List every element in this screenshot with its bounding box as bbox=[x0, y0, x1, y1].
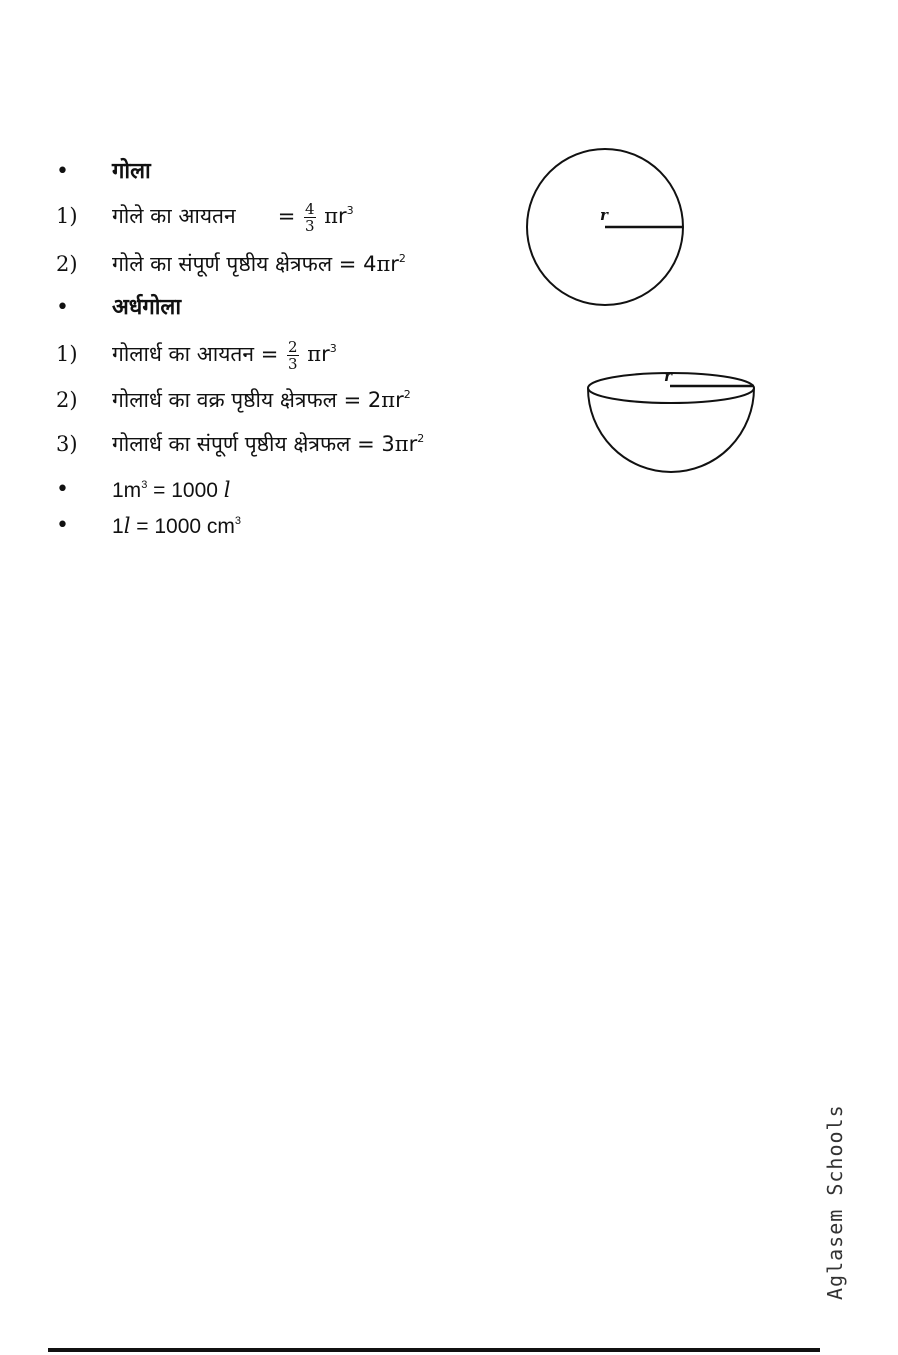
exponent: 3 bbox=[329, 342, 337, 355]
watermark: Aglasem Schools bbox=[823, 1104, 847, 1300]
formula bbox=[112, 198, 354, 234]
radius-variable: r bbox=[395, 388, 404, 412]
hemisphere-diagram bbox=[582, 362, 760, 480]
sphere-diagram bbox=[520, 144, 692, 312]
item-number: 2) bbox=[56, 252, 78, 276]
volume-unit: 1m bbox=[112, 479, 142, 502]
equals-sign: = bbox=[357, 432, 375, 456]
conversion-value: = 1000 bbox=[147, 479, 224, 502]
litre-symbol: l bbox=[223, 478, 231, 502]
formula bbox=[112, 382, 411, 418]
conversion-formula bbox=[112, 472, 231, 509]
formula-label: गोलार्ध का आयतन bbox=[112, 342, 255, 366]
fraction bbox=[287, 339, 299, 372]
conversion-value: = 1000 cm bbox=[130, 515, 235, 538]
item-number: 3) bbox=[56, 432, 78, 456]
coefficient: 4 bbox=[363, 252, 377, 276]
item-number: 2) bbox=[56, 388, 78, 412]
fraction-numerator: 2 bbox=[288, 337, 298, 356]
pi-symbol: π bbox=[376, 252, 391, 276]
exponent: 2 bbox=[417, 432, 425, 445]
coefficient: 2 bbox=[367, 388, 382, 412]
page-bottom-rule bbox=[48, 1348, 820, 1352]
formula-label: गोले का संपूर्ण पृष्ठीय क्षेत्रफल bbox=[112, 252, 333, 276]
quantity: 1 bbox=[112, 515, 124, 538]
item-number: 1) bbox=[56, 204, 78, 228]
radius-variable: r bbox=[338, 204, 347, 228]
fraction bbox=[304, 201, 316, 234]
coefficient: 3 bbox=[381, 432, 395, 456]
bullet: • bbox=[56, 513, 69, 538]
radius-variable: r bbox=[390, 252, 399, 276]
equals-sign: = bbox=[260, 342, 279, 366]
pi-symbol: π bbox=[324, 204, 339, 228]
fraction-denominator: 3 bbox=[304, 216, 315, 235]
formula bbox=[112, 426, 424, 462]
equals-sign: = bbox=[343, 388, 362, 412]
formula-label: गोलार्ध का वक्र पृष्ठीय क्षेत्रफल bbox=[112, 388, 337, 412]
radius-variable: r bbox=[408, 432, 418, 456]
equals-sign: = bbox=[338, 252, 357, 276]
section-heading: अर्धगोला bbox=[112, 295, 182, 320]
fraction-denominator: 3 bbox=[288, 354, 298, 373]
radius-label: r bbox=[664, 367, 672, 385]
formula bbox=[112, 336, 337, 372]
equals-sign: = bbox=[277, 204, 296, 228]
exponent: 3 bbox=[346, 204, 354, 217]
pi-symbol: π bbox=[307, 342, 322, 366]
formula-label: गोलार्ध का संपूर्ण पृष्ठीय क्षेत्रफल bbox=[112, 432, 351, 456]
pi-symbol: π bbox=[394, 432, 409, 456]
formula bbox=[112, 246, 406, 282]
hemisphere-bowl bbox=[588, 388, 754, 472]
exponent: 3 bbox=[141, 479, 148, 491]
formula-label: गोले का आयतन bbox=[112, 204, 236, 228]
exponent: 2 bbox=[398, 252, 406, 265]
item-number: 1) bbox=[56, 342, 78, 366]
pi-symbol: π bbox=[381, 388, 396, 412]
exponent: 3 bbox=[234, 515, 242, 527]
section-heading: गोला bbox=[112, 159, 151, 184]
exponent: 2 bbox=[403, 388, 411, 401]
radius-label: r bbox=[600, 206, 608, 224]
bullet: • bbox=[56, 477, 69, 502]
bullet: • bbox=[56, 295, 69, 320]
radius-variable: r bbox=[321, 342, 330, 366]
conversion-formula bbox=[112, 508, 241, 545]
litre-symbol: l bbox=[123, 514, 131, 538]
fraction-numerator: 4 bbox=[304, 199, 315, 218]
bullet: • bbox=[56, 159, 69, 184]
